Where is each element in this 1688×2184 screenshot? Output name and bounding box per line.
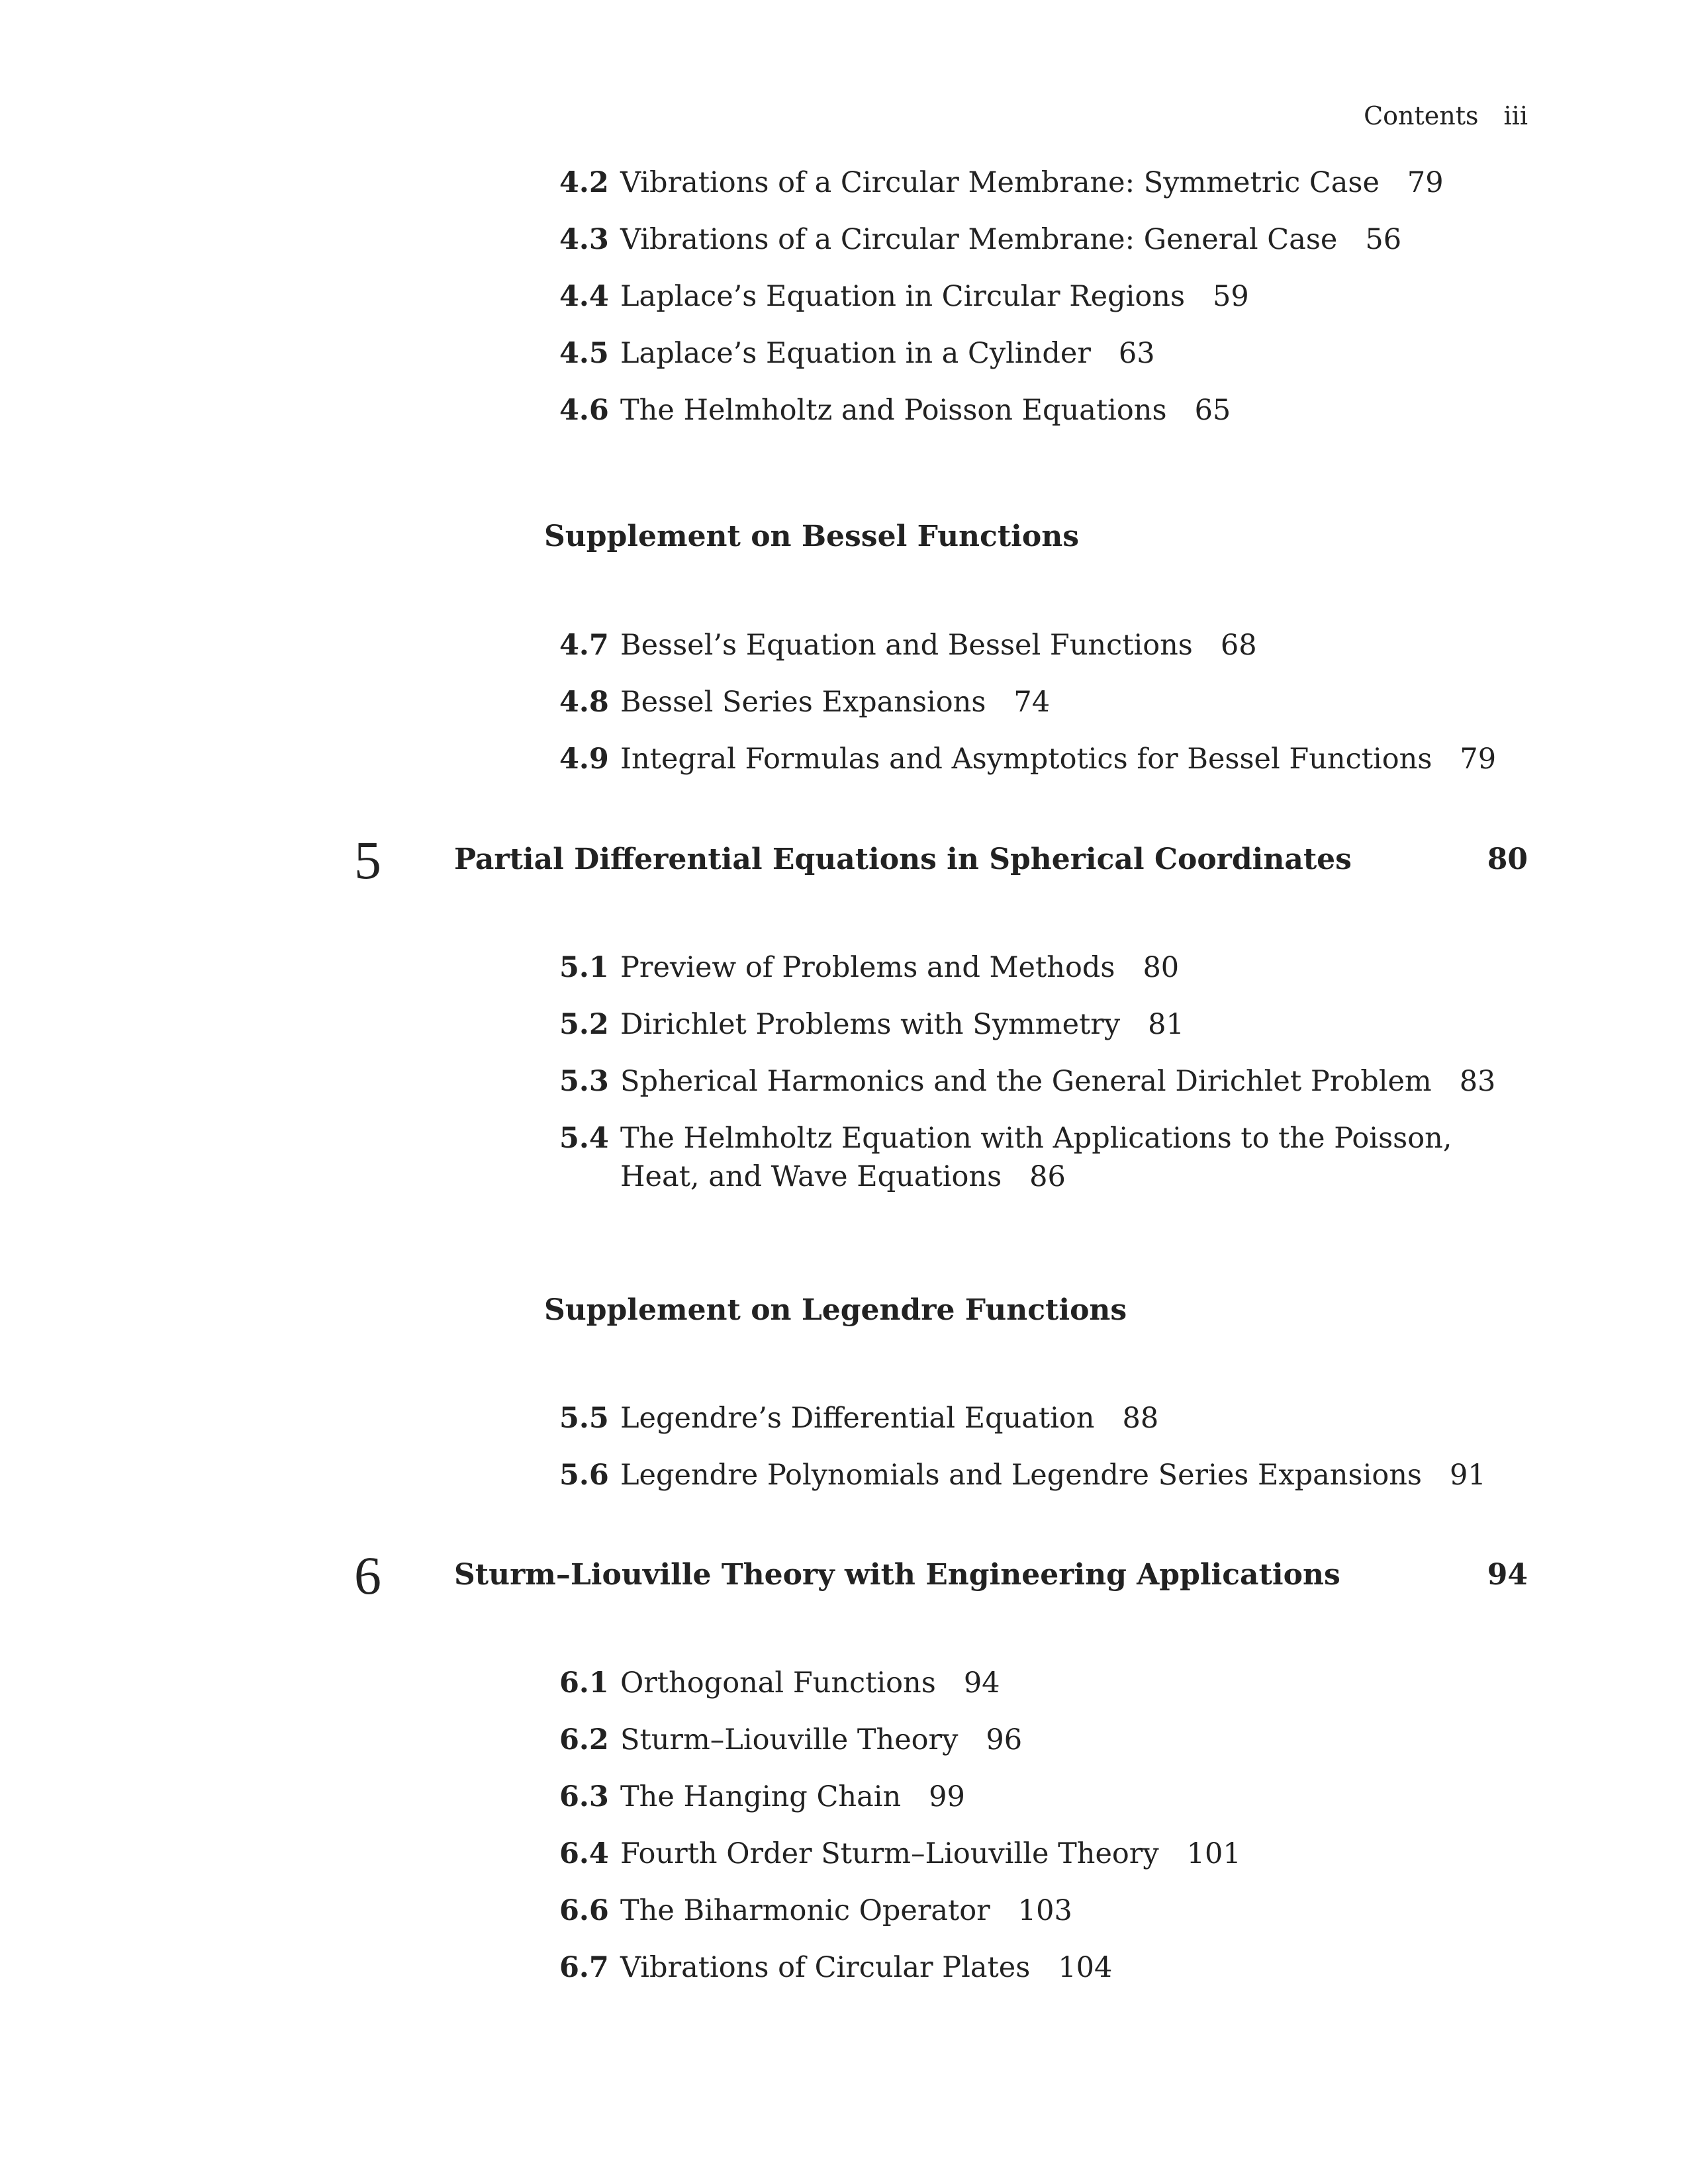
running-head xyxy=(1364,101,1528,131)
section-list-chapter6 xyxy=(0,1664,1688,2005)
toc-entry[interactable] xyxy=(0,1119,1688,1214)
section-number: 4.2 xyxy=(559,166,609,199)
section-number: 4.7 xyxy=(559,629,609,662)
section-number: 5.4 xyxy=(559,1122,609,1155)
section-number: 5.2 xyxy=(559,1008,609,1041)
toc-entry[interactable] xyxy=(0,1721,1688,1778)
toc-entry[interactable] xyxy=(0,740,1688,797)
section-title: Legendre Polynomials and Legendre Series Expansions xyxy=(620,1459,1422,1492)
chapter-page: 80 xyxy=(1487,842,1528,876)
section-page: 79 xyxy=(1460,743,1497,776)
toc-entry[interactable] xyxy=(0,626,1688,683)
toc-entry[interactable] xyxy=(0,683,1688,740)
section-title: Dirichlet Problems with Symmetry xyxy=(620,1008,1121,1041)
section-title: Fourth Order Sturm–Liouville Theory xyxy=(620,1837,1159,1870)
section-title: Bessel’s Equation and Bessel Functions xyxy=(620,629,1193,662)
section-title: Laplace’s Equation in a Cylinder xyxy=(620,337,1091,370)
toc-entry[interactable] xyxy=(0,1778,1688,1835)
section-page: 63 xyxy=(1118,337,1155,370)
chapter-heading-6[interactable] xyxy=(0,1545,1688,1606)
section-title: The Helmholtz and Poisson Equations xyxy=(620,394,1167,427)
toc-entry[interactable] xyxy=(0,1664,1688,1721)
chapter-number: 6 xyxy=(354,1545,381,1606)
toc-entry[interactable] xyxy=(0,1005,1688,1062)
section-page: 91 xyxy=(1449,1459,1486,1492)
section-title: Spherical Harmonics and the General Dirichlet Problem xyxy=(620,1065,1432,1098)
section-title: Legendre’s Differential Equation xyxy=(620,1402,1095,1435)
section-page: 88 xyxy=(1122,1402,1159,1435)
section-page: 56 xyxy=(1365,223,1402,256)
section-list-chapter4-part2 xyxy=(0,626,1688,797)
section-number: 4.8 xyxy=(559,686,609,719)
section-page: 101 xyxy=(1186,1837,1241,1870)
section-page: 81 xyxy=(1148,1008,1184,1041)
section-title: Vibrations of Circular Plates xyxy=(620,1951,1031,1984)
section-number: 6.3 xyxy=(559,1780,609,1813)
section-page: 103 xyxy=(1017,1894,1072,1927)
section-page: 79 xyxy=(1407,166,1444,199)
section-number: 5.3 xyxy=(559,1065,609,1098)
section-title: The Biharmonic Operator xyxy=(620,1894,990,1927)
section-list-chapter5-part2 xyxy=(0,1399,1688,1513)
section-page: 96 xyxy=(986,1723,1023,1756)
running-head-page-number: iii xyxy=(1503,101,1528,130)
section-page: 83 xyxy=(1459,1065,1496,1098)
chapter-heading-5[interactable] xyxy=(0,830,1688,890)
toc-entry[interactable] xyxy=(0,1891,1688,1948)
section-title: The Hanging Chain xyxy=(620,1780,902,1813)
running-head-label: Contents xyxy=(1364,101,1479,130)
section-title: Vibrations of a Circular Membrane: Symmetric Case xyxy=(620,166,1380,199)
section-title: Vibrations of a Circular Membrane: General Case xyxy=(620,223,1338,256)
chapter-title: Sturm–Liouville Theory with Engineering Applications xyxy=(454,1558,1340,1592)
chapter-page: 94 xyxy=(1487,1558,1528,1592)
section-page: 80 xyxy=(1143,951,1180,984)
section-title: Laplace’s Equation in Circular Regions xyxy=(620,280,1186,313)
toc-entry[interactable] xyxy=(0,334,1688,391)
section-page: 59 xyxy=(1213,280,1249,313)
section-title: Preview of Problems and Methods xyxy=(620,951,1115,984)
section-number: 4.6 xyxy=(559,394,609,427)
section-number: 5.6 xyxy=(559,1459,609,1492)
section-title: The Helmholtz Equation with Applications to the Poisson, Heat, and Wave Equations xyxy=(620,1122,1452,1193)
toc-entry[interactable] xyxy=(0,1062,1688,1119)
section-number: 4.9 xyxy=(559,743,609,776)
section-number: 4.4 xyxy=(559,280,609,313)
toc-entry[interactable] xyxy=(0,1948,1688,2005)
section-number: 6.4 xyxy=(559,1837,609,1870)
section-title: Sturm–Liouville Theory xyxy=(620,1723,959,1756)
section-number: 4.5 xyxy=(559,337,609,370)
section-page: 68 xyxy=(1220,629,1257,662)
chapter-number: 5 xyxy=(354,830,381,890)
toc-entry[interactable] xyxy=(0,948,1688,1005)
toc-entry[interactable] xyxy=(0,1835,1688,1891)
section-page: 86 xyxy=(1029,1160,1066,1193)
toc-entry[interactable] xyxy=(0,163,1688,220)
section-list-chapter5-part1 xyxy=(0,948,1688,1214)
section-page: 104 xyxy=(1058,1951,1113,1984)
chapter-title: Partial Differential Equations in Spherical Coordinates xyxy=(454,842,1352,876)
supplement-heading-bessel: Supplement on Bessel Functions xyxy=(544,520,1079,553)
section-list-chapter4-part1 xyxy=(0,163,1688,448)
section-title: Integral Formulas and Asymptotics for Bessel Functions xyxy=(620,743,1432,776)
section-number: 6.7 xyxy=(559,1951,609,1984)
section-number: 6.1 xyxy=(559,1666,609,1700)
section-number: 4.3 xyxy=(559,223,609,256)
section-page: 99 xyxy=(929,1780,965,1813)
supplement-heading-legendre: Supplement on Legendre Functions xyxy=(544,1293,1127,1327)
section-title: Bessel Series Expansions xyxy=(620,686,986,719)
toc-entry[interactable] xyxy=(0,1456,1688,1513)
toc-entry[interactable] xyxy=(0,391,1688,448)
section-title: Orthogonal Functions xyxy=(620,1666,936,1700)
section-page: 74 xyxy=(1013,686,1051,719)
section-number: 6.2 xyxy=(559,1723,609,1756)
toc-entry[interactable] xyxy=(0,1399,1688,1456)
toc-entry[interactable] xyxy=(0,220,1688,277)
section-page: 65 xyxy=(1194,394,1231,427)
section-number: 5.5 xyxy=(559,1402,609,1435)
section-number: 6.6 xyxy=(559,1894,609,1927)
section-page: 94 xyxy=(963,1666,1000,1700)
section-number: 5.1 xyxy=(559,951,609,984)
toc-entry[interactable] xyxy=(0,277,1688,334)
